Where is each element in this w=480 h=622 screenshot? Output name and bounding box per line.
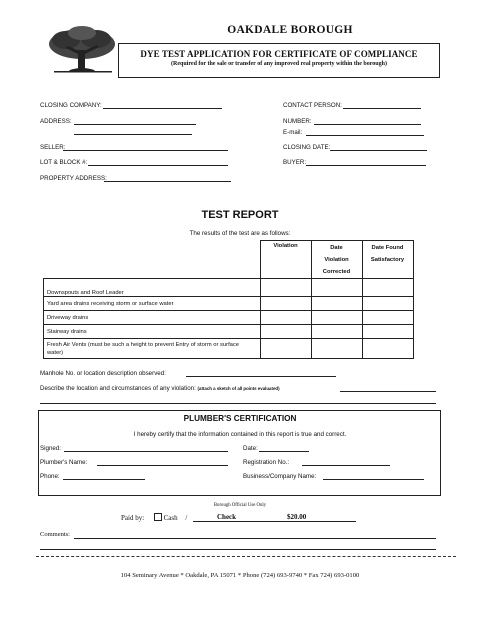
col-date-found-satisfactory — [362, 241, 413, 279]
form-subtitle: (Required for the sale or transfer of any improved real property within the borough) — [171, 61, 387, 67]
row-cell[interactable] — [362, 339, 413, 359]
table-row — [44, 297, 414, 311]
describe-field-1[interactable] — [340, 391, 436, 392]
comments-label: Comments: — [40, 531, 70, 538]
paid-by-row — [121, 513, 187, 522]
signed-field[interactable] — [64, 451, 228, 452]
row-cell[interactable] — [362, 279, 413, 297]
plumbers-name-field[interactable] — [97, 465, 228, 466]
col-date-found-satisfactory-line-2: Satisfactory — [370, 257, 405, 263]
contact-person-label: CONTACT PERSON: — [283, 102, 342, 109]
business-name-label: Business/Company Name: — [243, 473, 317, 480]
closing-date-label: CLOSING DATE: — [283, 144, 331, 151]
certification-statement: I hereby certify that the information contained in this report is true and correct. — [133, 431, 347, 438]
row-cell[interactable] — [260, 279, 311, 297]
tree-logo — [44, 24, 120, 78]
row-cell[interactable] — [260, 325, 311, 339]
seller-field[interactable] — [63, 150, 228, 151]
cert-date-label: Date: — [243, 445, 258, 452]
phone-field[interactable] — [63, 479, 145, 480]
payment-field[interactable] — [193, 521, 356, 522]
business-name-field[interactable] — [323, 479, 424, 480]
cut-line-divider — [36, 556, 456, 557]
row-cell[interactable] — [260, 297, 311, 311]
certification-title: PLUMBER'S CERTIFICATION — [183, 414, 297, 423]
buyer-field[interactable] — [306, 165, 426, 166]
col-date-violation-corrected-line-3: Corrected — [322, 269, 351, 275]
registration-label: Registration No.: — [243, 459, 290, 466]
col-date-violation-corrected — [311, 241, 362, 279]
lot-block-field[interactable] — [88, 165, 228, 166]
col-violation: Violation — [260, 241, 311, 279]
lot-block-label: LOT & BLOCK #: — [40, 159, 88, 166]
row-label: Fresh Air Vents (must be such a height to prevent Entry of storm or surface water) — [44, 339, 261, 359]
row-cell[interactable] — [311, 279, 362, 297]
closing-date-field[interactable] — [330, 150, 427, 151]
property-address-label: PROPERTY ADDRESS: — [40, 175, 107, 182]
row-label: Stairway drains — [44, 325, 261, 339]
email-label: E-mail: — [283, 129, 303, 136]
property-address-field[interactable] — [104, 181, 231, 182]
address-label: ADDRESS: — [40, 118, 72, 125]
test-results-table — [43, 240, 414, 359]
row-cell[interactable] — [311, 325, 362, 339]
email-field[interactable] — [306, 135, 424, 136]
registration-field[interactable] — [302, 465, 390, 466]
row-label: Yard area drains receiving storm or surface water — [44, 297, 261, 311]
comments-field-1[interactable] — [74, 538, 436, 539]
signed-label: Signed: — [40, 445, 61, 452]
closing-company-label: CLOSING COMPANY: — [40, 102, 102, 109]
form-title: DYE TEST APPLICATION FOR CERTIFICATE OF COMPLIANCE — [140, 49, 418, 59]
check-value: Check — [217, 513, 237, 521]
address-field-2[interactable] — [74, 134, 192, 135]
manhole-label: Manhole No. or location description observed: — [40, 370, 166, 377]
test-report-title: TEST REPORT — [201, 209, 279, 221]
row-label: Downspouts and Roof Leader — [44, 279, 261, 297]
address-field-1[interactable] — [74, 124, 196, 125]
table-row — [44, 339, 414, 359]
test-report-intro: The results of the test are as follows: — [189, 230, 291, 237]
cash-checkbox[interactable] — [154, 513, 162, 521]
row-cell[interactable] — [362, 311, 413, 325]
cert-date-field[interactable] — [259, 451, 309, 452]
borough-title: OAKDALE BOROUGH — [227, 24, 353, 36]
seller-label: SELLER: — [40, 144, 66, 151]
number-field[interactable] — [314, 124, 421, 125]
describe-label — [40, 385, 280, 392]
describe-text: Describe the location and circumstances of any violation: — [40, 385, 196, 392]
row-cell[interactable] — [260, 311, 311, 325]
amount-value: $20.00 — [287, 513, 307, 521]
official-use-label: Borough Official Use Only — [213, 503, 267, 508]
comments-field-2[interactable] — [40, 549, 436, 550]
row-cell[interactable] — [260, 339, 311, 359]
describe-note: (attach a sketch of all points evaluated) — [197, 386, 280, 391]
table-row — [44, 311, 414, 325]
table-corner — [44, 241, 261, 279]
row-cell[interactable] — [311, 311, 362, 325]
slash-separator: / — [185, 514, 188, 522]
col-date-violation-corrected-line-1: Date — [330, 245, 343, 251]
row-label: Driveway drains — [44, 311, 261, 325]
buyer-label: BUYER: — [283, 159, 307, 166]
form-title-box — [118, 43, 440, 78]
plumbers-name-label: Plumber's Name: — [40, 459, 88, 466]
closing-company-field[interactable] — [103, 108, 222, 109]
table-row — [44, 279, 414, 297]
number-label: NUMBER: — [283, 118, 312, 125]
row-cell[interactable] — [362, 325, 413, 339]
phone-label: Phone: — [40, 473, 60, 480]
col-date-found-satisfactory-line-1: Date Found — [371, 245, 404, 251]
manhole-field[interactable] — [186, 376, 336, 377]
row-cell[interactable] — [362, 297, 413, 311]
footer-address: 104 Seminary Avenue * Oakdale, PA 15071 * Phone (724) 693-9740 * Fax 724) 693-0100 — [120, 572, 360, 579]
paid-by-label: Paid by: — [121, 514, 145, 522]
table-row — [44, 325, 414, 339]
row-cell[interactable] — [311, 297, 362, 311]
describe-field-2[interactable] — [40, 403, 436, 404]
row-cell[interactable] — [311, 339, 362, 359]
cash-label: Cash — [163, 514, 178, 522]
col-date-violation-corrected-line-2: Violation — [324, 257, 349, 263]
contact-person-field[interactable] — [343, 108, 421, 109]
